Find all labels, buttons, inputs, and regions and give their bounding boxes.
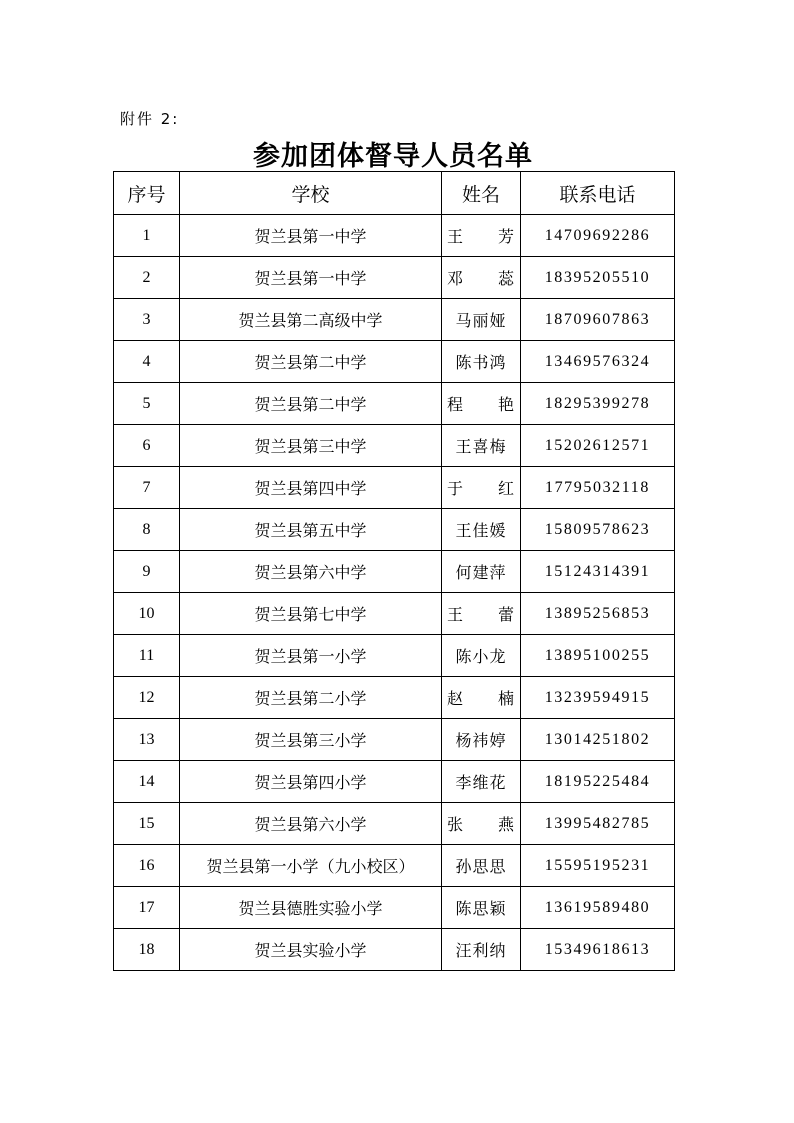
table-row bbox=[114, 761, 675, 803]
document-title: 参加团体督导人员名单 bbox=[253, 141, 533, 172]
school-cell: 贺兰县第四中学 bbox=[180, 467, 442, 509]
person-name-cell: 王 蕾 bbox=[442, 593, 521, 635]
table-row bbox=[114, 845, 675, 887]
person-name-cell: 王佳媛 bbox=[442, 509, 521, 551]
phone-cell: 13469576324 bbox=[521, 341, 675, 383]
school-cell: 贺兰县第一小学 bbox=[180, 635, 442, 677]
serial-number-cell: 14 bbox=[114, 761, 180, 803]
phone-cell: 13895256853 bbox=[521, 593, 675, 635]
header-name: 姓名 bbox=[442, 172, 521, 215]
table-row bbox=[114, 257, 675, 299]
school-cell: 贺兰县第一中学 bbox=[180, 215, 442, 257]
table-row bbox=[114, 383, 675, 425]
person-name-cell: 王 芳 bbox=[442, 215, 521, 257]
table-row bbox=[114, 593, 675, 635]
person-name-cell: 张 燕 bbox=[442, 803, 521, 845]
person-name-cell: 何建萍 bbox=[442, 551, 521, 593]
serial-number-cell: 16 bbox=[114, 845, 180, 887]
phone-cell: 15202612571 bbox=[521, 425, 675, 467]
person-name-cell: 马丽娅 bbox=[442, 299, 521, 341]
serial-number-cell: 15 bbox=[114, 803, 180, 845]
phone-cell: 13619589480 bbox=[521, 887, 675, 929]
school-cell: 贺兰县实验小学 bbox=[180, 929, 442, 971]
table-row bbox=[114, 635, 675, 677]
school-cell: 贺兰县第五中学 bbox=[180, 509, 442, 551]
table-row bbox=[114, 551, 675, 593]
school-cell: 贺兰县第七中学 bbox=[180, 593, 442, 635]
table-row bbox=[114, 341, 675, 383]
person-name-cell: 李维花 bbox=[442, 761, 521, 803]
phone-cell: 13014251802 bbox=[521, 719, 675, 761]
person-name-cell: 邓 蕊 bbox=[442, 257, 521, 299]
person-name-cell: 陈书鸿 bbox=[442, 341, 521, 383]
table-row bbox=[114, 509, 675, 551]
serial-number-cell: 7 bbox=[114, 467, 180, 509]
serial-number-cell: 17 bbox=[114, 887, 180, 929]
phone-cell: 14709692286 bbox=[521, 215, 675, 257]
person-name-cell: 王喜梅 bbox=[442, 425, 521, 467]
person-name-cell: 陈思颖 bbox=[442, 887, 521, 929]
table-row bbox=[114, 467, 675, 509]
table-header-row bbox=[114, 172, 675, 215]
school-cell: 贺兰县第六中学 bbox=[180, 551, 442, 593]
table-row bbox=[114, 425, 675, 467]
roster-table bbox=[113, 171, 675, 971]
phone-cell: 15124314391 bbox=[521, 551, 675, 593]
phone-cell: 15809578623 bbox=[521, 509, 675, 551]
school-cell: 贺兰县第一中学 bbox=[180, 257, 442, 299]
serial-number-cell: 11 bbox=[114, 635, 180, 677]
phone-cell: 13239594915 bbox=[521, 677, 675, 719]
phone-cell: 13895100255 bbox=[521, 635, 675, 677]
table-row bbox=[114, 215, 675, 257]
serial-number-cell: 9 bbox=[114, 551, 180, 593]
header-serial-number: 序号 bbox=[114, 172, 180, 215]
serial-number-cell: 13 bbox=[114, 719, 180, 761]
serial-number-cell: 8 bbox=[114, 509, 180, 551]
header-school: 学校 bbox=[180, 172, 442, 215]
serial-number-cell: 2 bbox=[114, 257, 180, 299]
person-name-cell: 孙思思 bbox=[442, 845, 521, 887]
serial-number-cell: 12 bbox=[114, 677, 180, 719]
table-row bbox=[114, 929, 675, 971]
school-cell: 贺兰县第一小学（九小校区） bbox=[180, 845, 442, 887]
person-name-cell: 程 艳 bbox=[442, 383, 521, 425]
person-name-cell: 陈小龙 bbox=[442, 635, 521, 677]
person-name-cell: 赵 楠 bbox=[442, 677, 521, 719]
school-cell: 贺兰县第二中学 bbox=[180, 383, 442, 425]
phone-cell: 18395205510 bbox=[521, 257, 675, 299]
school-cell: 贺兰县第二中学 bbox=[180, 341, 442, 383]
table-row bbox=[114, 677, 675, 719]
school-cell: 贺兰县第三小学 bbox=[180, 719, 442, 761]
table-row bbox=[114, 299, 675, 341]
serial-number-cell: 10 bbox=[114, 593, 180, 635]
school-cell: 贺兰县第四小学 bbox=[180, 761, 442, 803]
school-cell: 贺兰县第二高级中学 bbox=[180, 299, 442, 341]
person-name-cell: 杨祎婷 bbox=[442, 719, 521, 761]
serial-number-cell: 6 bbox=[114, 425, 180, 467]
person-name-cell: 汪利纳 bbox=[442, 929, 521, 971]
phone-cell: 18709607863 bbox=[521, 299, 675, 341]
phone-cell: 17795032118 bbox=[521, 467, 675, 509]
person-name-cell: 于 红 bbox=[442, 467, 521, 509]
serial-number-cell: 1 bbox=[114, 215, 180, 257]
school-cell: 贺兰县德胜实验小学 bbox=[180, 887, 442, 929]
table-row bbox=[114, 803, 675, 845]
annex-label: 附件 2: bbox=[120, 110, 180, 128]
serial-number-cell: 5 bbox=[114, 383, 180, 425]
phone-cell: 13995482785 bbox=[521, 803, 675, 845]
header-phone: 联系电话 bbox=[521, 172, 675, 215]
serial-number-cell: 3 bbox=[114, 299, 180, 341]
serial-number-cell: 18 bbox=[114, 929, 180, 971]
table-body bbox=[114, 215, 675, 971]
phone-cell: 18195225484 bbox=[521, 761, 675, 803]
table-row bbox=[114, 719, 675, 761]
phone-cell: 15595195231 bbox=[521, 845, 675, 887]
table-row bbox=[114, 887, 675, 929]
school-cell: 贺兰县第二小学 bbox=[180, 677, 442, 719]
phone-cell: 15349618613 bbox=[521, 929, 675, 971]
serial-number-cell: 4 bbox=[114, 341, 180, 383]
school-cell: 贺兰县第三中学 bbox=[180, 425, 442, 467]
phone-cell: 18295399278 bbox=[521, 383, 675, 425]
school-cell: 贺兰县第六小学 bbox=[180, 803, 442, 845]
